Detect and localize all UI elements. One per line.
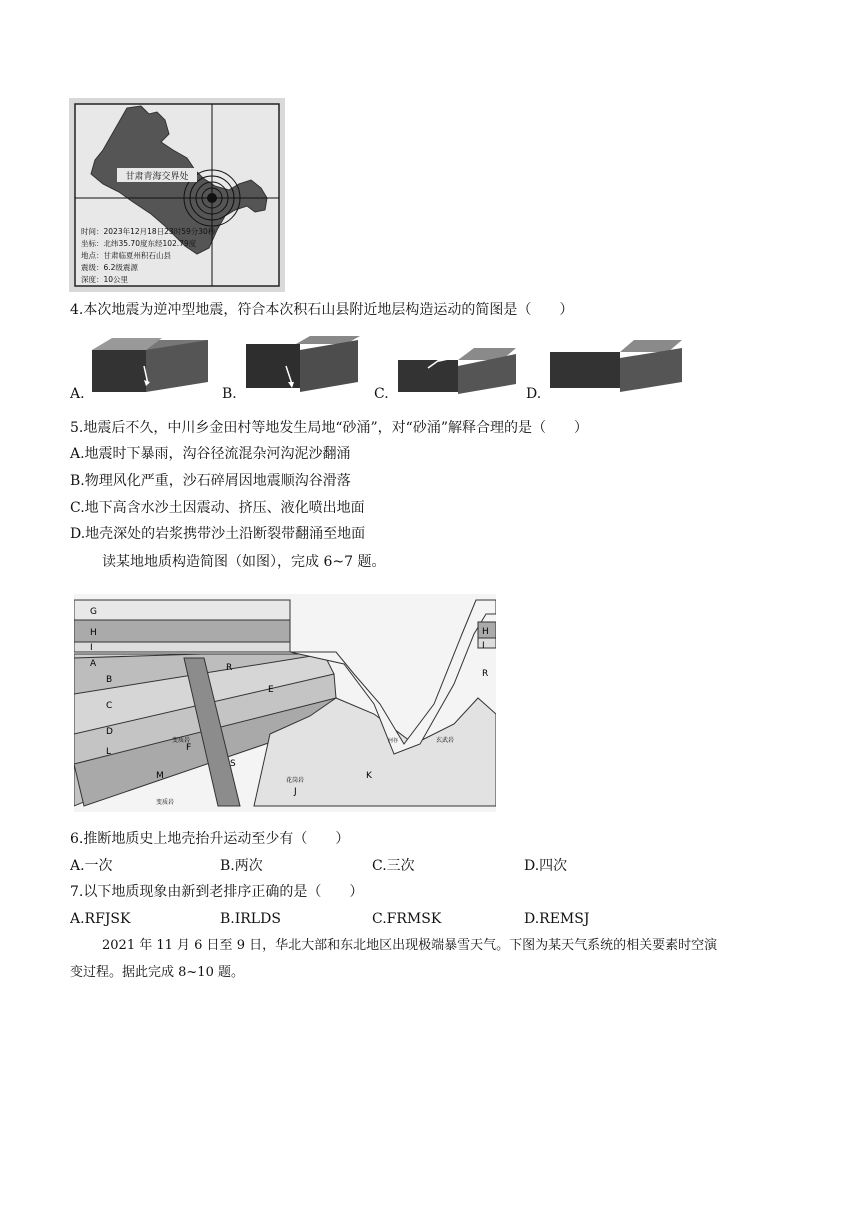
fault-block-b-image [246, 336, 362, 398]
rock-label: 河谷 [388, 738, 399, 744]
question-6-stem: 6.推断地质史上地壳抬升运动至少有（ ） [70, 831, 350, 847]
strata-label: R [482, 669, 489, 679]
option-d-label: D. [526, 386, 542, 402]
question-5-option-b: B.物理风化严重，沙石碎屑因地震顺沟谷滑落 [70, 473, 351, 489]
strata-label: G [90, 607, 97, 617]
question-7-option-d: D.REMSJ [524, 911, 590, 927]
intro-8-10-line1: 2021 年 11 月 6 日至 9 日，华北大部和东北地区出现极端暴雪天气。下图为某天气系统的相关要素时空演 [102, 938, 718, 953]
question-6-option-d: D.四次 [524, 858, 568, 874]
map-info-line: 时间：2023年12月18日23时59分30秒 [81, 227, 216, 236]
strata-label: D [106, 727, 113, 737]
intro-6-7: 读某地地质构造简图（如图），完成 6~7 题。 [102, 554, 386, 570]
question-6-option-a: A.一次 [70, 858, 113, 874]
question-6-option-b: B.两次 [220, 858, 263, 874]
question-4-options [70, 336, 690, 402]
structure-label: M [156, 771, 164, 781]
strata-label: L [106, 747, 112, 757]
fault-block-d-image [550, 336, 684, 396]
question-4-stem: 4.本次地震为逆冲型地震，符合本次积石山县附近地层构造运动的简图是（ ） [70, 302, 574, 318]
structure-label: K [366, 771, 372, 781]
map-info-line: 深度：10公里 [81, 275, 129, 284]
rock-label: 花岗岩 [286, 777, 305, 784]
option-a-label: A. [70, 386, 85, 402]
strata-label: A [90, 659, 97, 669]
question-7-option-a: A.RFJSK [70, 911, 131, 927]
map-region-label: 甘肃青海交界处 [125, 172, 189, 182]
map-info-line: 坐标：北纬35.70度东经102.79度 [81, 239, 197, 248]
structure-label: R [226, 663, 233, 673]
rock-label: 变质岩 [156, 799, 175, 806]
structure-label: S [230, 759, 236, 769]
map-info-line: 震级：6.2级震源 [81, 263, 138, 272]
fault-block-c-image [398, 344, 518, 396]
strata-label: H [90, 628, 97, 638]
option-c-label: C. [374, 386, 389, 402]
fault-block-a-image [92, 336, 212, 398]
strata-label: I [90, 643, 93, 653]
question-7-option-c: C.FRMSK [372, 911, 442, 927]
geology-section-figure [74, 594, 496, 812]
earthquake-map-figure [69, 98, 285, 292]
question-7-stem: 7.以下地质现象由新到老排序正确的是（ ） [70, 884, 364, 900]
structure-label: E [268, 685, 274, 695]
strata-label: H [482, 627, 489, 637]
question-5-option-d: D.地壳深处的岩浆携带沙土沿断裂带翻涌至地面 [70, 526, 366, 542]
option-b-label: B. [222, 386, 237, 402]
question-5-option-c: C.地下高含水沙土因震动、挤压、液化喷出地面 [70, 500, 365, 516]
rock-label: 玄武岩 [436, 737, 455, 744]
structure-label: F [186, 743, 192, 753]
strata-label: C [106, 701, 113, 711]
question-7-option-b: B.IRLDS [220, 911, 281, 927]
question-6-option-c: C.三次 [372, 858, 415, 874]
strata-label: I [482, 641, 485, 651]
map-info-line: 地点：甘肃临夏州积石山县 [81, 251, 171, 260]
intro-8-10-line2: 变过程。据此完成 8~10 题。 [70, 965, 244, 980]
rock-label: 变质岩 [172, 737, 191, 744]
question-5-stem: 5.地震后不久，中川乡金田村等地发生局地“砂涌”，对“砂涌”解释合理的是（ ） [70, 420, 588, 436]
question-5-option-a: A.地震时下暴雨，沟谷径流混杂河沟泥沙翻涌 [70, 446, 351, 462]
structure-label: J [294, 787, 297, 797]
strata-label: B [106, 675, 113, 685]
